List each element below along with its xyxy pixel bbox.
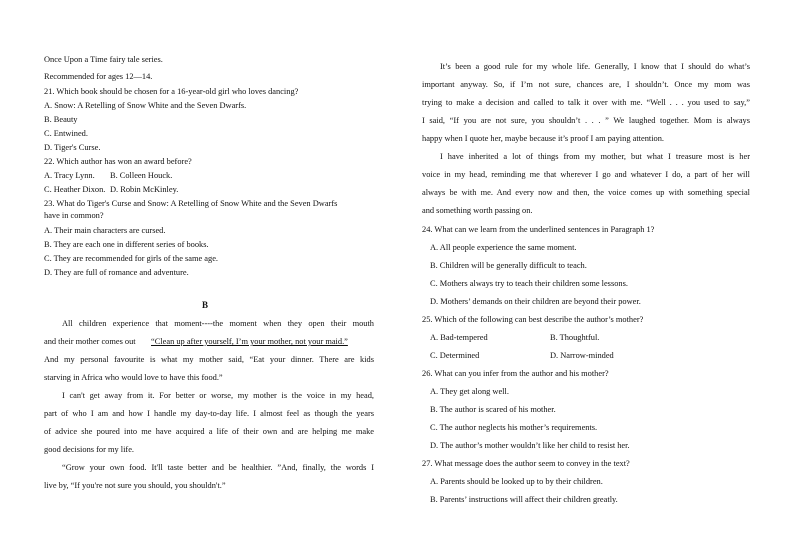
question-23: 23. What do Tiger's Curse and Snow: A Retelling of Snow White and the Seven Dwarfs [44, 199, 338, 208]
passage-line: It’s been a good rule for my whole life. Generally, I know that I should do what’s [440, 62, 750, 71]
passage-line: always be with me. And every now and then, the voice comes up with something special [422, 188, 750, 197]
underlined-sentence: “Clean up after yourself, I’m your mother, not your maid.” [151, 337, 348, 346]
passage-line: of advice she poured into me have acquired a life of their own and are helping me make [44, 427, 374, 436]
option-27-a: A. Parents should be looked up to by their children. [430, 477, 603, 486]
option-21-d: D. Tiger's Curse. [44, 143, 101, 152]
option-27-b: B. Parents’ instructions will affect their children greatly. [430, 495, 618, 504]
text-line: Once Upon a Time fairy tale series. [44, 55, 163, 64]
option-26-d: D. The author’s mother wouldn’t like her child to resist her. [430, 441, 630, 450]
passage-line: I have inherited a lot of things from my mother, but what I treasure most is her [440, 152, 750, 161]
passage-line: All children experience that moment----the moment when they open their mouth [62, 319, 374, 328]
option-24-c: C. Mothers always try to teach their children some lessons. [430, 279, 628, 288]
option-26-a: A. They get along well. [430, 387, 509, 396]
passage-line: and their mother comes out [44, 337, 136, 346]
passage-line: “Grow your own food. It'll taste better and be healthier. ”And, finally, the words I [62, 463, 374, 472]
text-line: Recommended for ages 12—14. [44, 72, 153, 81]
option-22-b: B. Colleen Houck. [110, 171, 173, 180]
option-23-a: A. Their main characters are cursed. [44, 226, 166, 235]
option-21-b: B. Beauty [44, 115, 78, 124]
passage-line: part of who I am and how I handle my day-to-day life. I almost feel as though the years [44, 409, 374, 418]
option-21-c: C. Entwined. [44, 129, 88, 138]
passage-line: voice in my head, reminding me that wherever I go and whatever I do, a part of her will [422, 170, 750, 179]
passage-line: I said, “If you are not sure, you shouldn’t . . . ” We laughed together. Mom is always [422, 116, 750, 125]
option-21-a: A. Snow: A Retelling of Snow White and the Seven Dwarfs. [44, 101, 247, 110]
option-24-d: D. Mothers’ demands on their children are beyond their power. [430, 297, 641, 306]
option-26-b: B. The author is scared of his mother. [430, 405, 556, 414]
option-25-d: D. Narrow-minded [550, 351, 614, 360]
passage-line: And my personal favourite is what my mother said, “Eat your dinner. There are kids [44, 355, 374, 364]
question-21: 21. Which book should be chosen for a 16-year-old girl who loves dancing? [44, 87, 299, 96]
question-22: 22. Which author has won an award before? [44, 157, 192, 166]
passage-line: starving in Africa who would love to have this food.” [44, 373, 223, 382]
section-heading: B [202, 300, 209, 310]
option-24-b: B. Children will be generally difficult to teach. [430, 261, 587, 270]
option-22-a: A. Tracy Lynn. [44, 171, 95, 180]
option-25-c: C. Determined [430, 351, 480, 360]
passage-line: and something worth passing on. [422, 206, 533, 215]
passage-line: I can't get away from it. For better or worse, my mother is the voice in my head, [62, 391, 374, 400]
option-22-c: C. Heather Dixon. [44, 185, 106, 194]
question-27: 27. What message does the author seem to convey in the text? [422, 459, 630, 468]
option-24-a: A. All people experience the same moment. [430, 243, 577, 252]
passage-line: live by, “If you're not sure you should, you shouldn't.” [44, 481, 226, 490]
option-23-c: C. They are recommended for girls of the same age. [44, 254, 219, 263]
passage-line: good decisions for my life. [44, 445, 135, 454]
option-23-d: D. They are full of romance and adventure. [44, 268, 189, 277]
option-25-b: B. Thoughtful. [550, 333, 600, 342]
option-22-d: D. Robin McKinley. [110, 185, 179, 194]
passage-line: happy when I quote her, maybe because it’s proof I am paying attention. [422, 134, 664, 143]
question-25: 25. Which of the following can best describe the author’s mother? [422, 315, 644, 324]
question-26: 26. What can you infer from the author and his mother? [422, 369, 609, 378]
passage-line: trying to make a decision and called to talk it over with me. “Well . . . you used to say,” [422, 98, 750, 107]
option-25-a: A. Bad-tempered [430, 333, 488, 342]
question-23-cont: have in common? [44, 211, 104, 220]
passage-line: important anyway. So, if I’m not sure, chances are, I shouldn’t. Once my mom was [422, 80, 750, 89]
question-24: 24. What can we learn from the underlined sentences in Paragraph 1? [422, 225, 655, 234]
option-23-b: B. They are each one in different series of books. [44, 240, 209, 249]
option-26-c: C. The author neglects his mother’s requirements. [430, 423, 598, 432]
